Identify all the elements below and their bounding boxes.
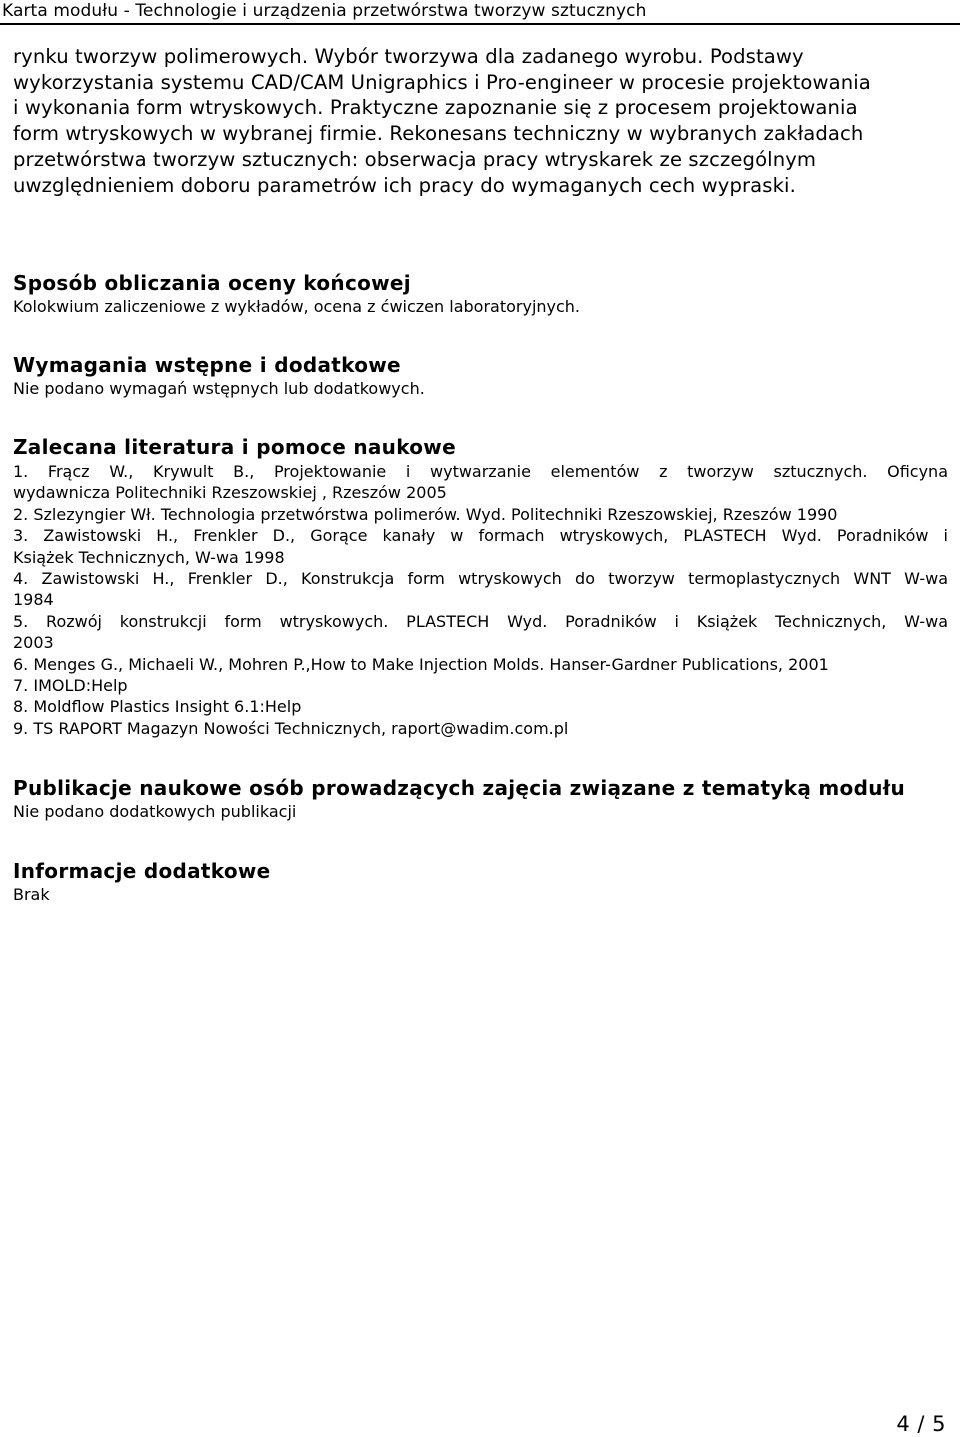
document-title: Karta modułu - Technologie i urządzenia przetwórstwa tworzyw sztucznych	[2, 1, 647, 21]
section-heading: Informacje dodatkowe	[13, 859, 271, 883]
literature-line: 8. Moldflow Plastics Insight 6.1:Help	[13, 697, 302, 717]
intro-line: rynku tworzyw polimerowych. Wybór tworzywa dla zadanego wyrobu. Podstawy	[13, 45, 804, 68]
requirements-section	[13, 352, 948, 400]
literature-line: wydawnicza Politechniki Rzeszowskiej , Rzeszów 2005	[13, 483, 447, 503]
literature-line: 1. Frącz W., Krywult B., Projektowanie i wytwarzanie elementów z tworzyw sztucznych. Oficyna	[13, 462, 948, 481]
literature-line: 3. Zawistowski H., Frenkler D., Gorące kanały w formach wtryskowych, PLASTECH Wyd. Poradników i	[13, 526, 948, 546]
section-heading: Publikacje naukowe osób prowadzących zajęcia związane z tematyką modułu	[13, 776, 906, 800]
additional-info-section	[13, 858, 948, 906]
intro-line: uwzględnieniem doboru parametrów ich pracy do wymaganych cech wypraski.	[13, 173, 796, 197]
grading-section	[13, 270, 948, 318]
section-text: Kolokwium zaliczeniowe z wykładów, ocena z ćwiczen laboratoryjnych.	[13, 297, 581, 316]
section-heading: Wymagania wstępne i dodatkowe	[13, 353, 401, 377]
intro-paragraph	[13, 44, 948, 198]
intro-line: przetwórstwa tworzyw sztucznych: obserwacja pracy wtryskarek ze szczególnym	[13, 147, 817, 171]
literature-line: 9. TS RAPORT Magazyn Nowości Technicznych, raport@wadim.com.pl	[13, 718, 569, 738]
section-text: Nie podano dodatkowych publikacji	[13, 802, 297, 821]
literature-line: 2. Szlezyngier Wł. Technologia przetwórstwa polimerów. Wyd. Politechniki Rzeszowskiej, Rzeszów 1990	[13, 504, 838, 524]
page-number: 4 / 5	[896, 1412, 946, 1436]
intro-line: i wykonania form wtryskowych. Praktyczne zapoznanie się z procesem projektowania	[13, 96, 858, 120]
section-heading: Sposób obliczania oceny końcowej	[13, 271, 411, 295]
section-heading: Zalecana literatura i pomoce naukowe	[13, 435, 456, 459]
literature-heading-block	[13, 434, 948, 460]
intro-line: form wtryskowych w wybranej firmie. Rekonesans techniczny w wybranych zakładach	[13, 122, 864, 146]
publications-section	[13, 775, 948, 823]
intro-line: wykorzystania systemu CAD/CAM Unigraphics i Pro-engineer w procesie projektowania	[13, 70, 871, 94]
literature-line: 4. Zawistowski H., Frenkler D., Konstrukcja form wtryskowych do tworzyw termoplastycznych WNT W-wa	[13, 569, 948, 589]
literature-line: 1984	[13, 590, 54, 610]
literature-line: 6. Menges G., Michaeli W., Mohren P.,How to Make Injection Molds. Hanser-Gardner Publications, 2001	[13, 654, 829, 674]
section-text: Brak	[13, 885, 50, 904]
section-text: Nie podano wymagań wstępnych lub dodatkowych.	[13, 379, 425, 398]
page-header	[0, 0, 960, 25]
literature-list	[13, 461, 948, 739]
literature-line: 7. IMOLD:Help	[13, 676, 128, 696]
literature-line: Książek Technicznych, W-wa 1998	[13, 547, 285, 567]
literature-line: 2003	[13, 633, 54, 653]
literature-line: 5. Rozwój konstrukcji form wtryskowych. PLASTECH Wyd. Poradników i Książek Technicznych, W-wa	[13, 611, 948, 631]
